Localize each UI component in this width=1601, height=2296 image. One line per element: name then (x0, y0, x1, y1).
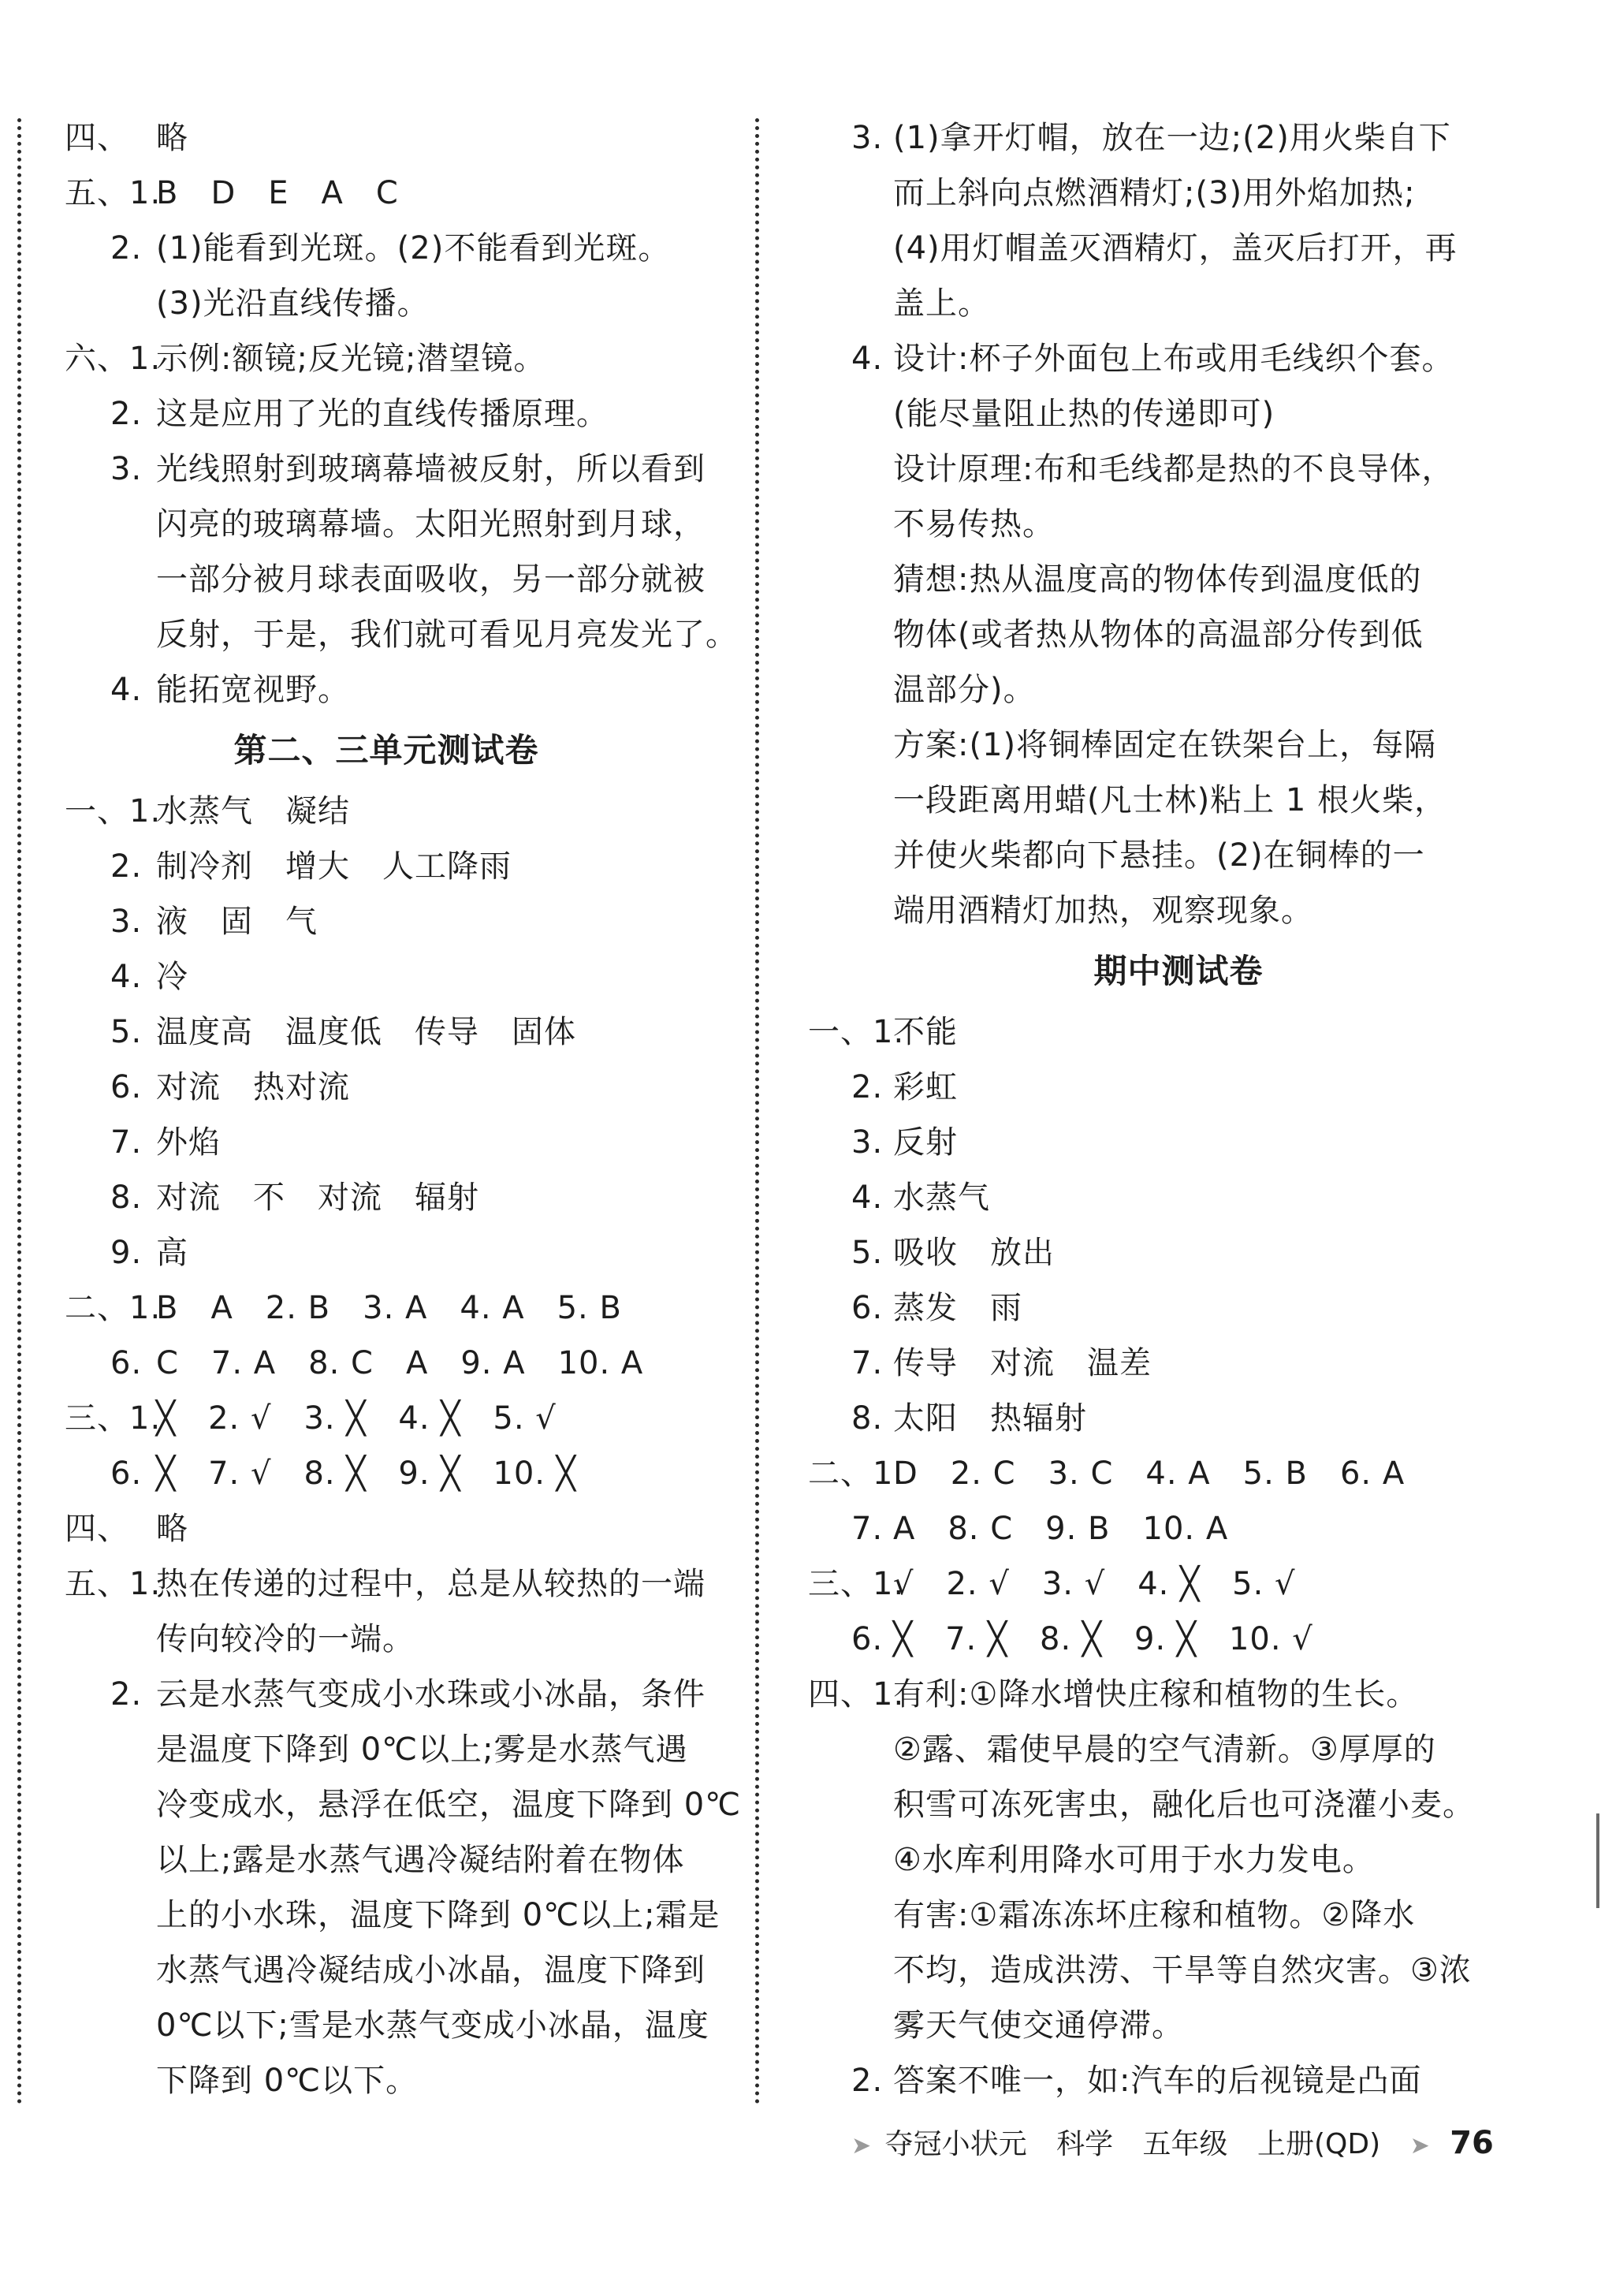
answer-line (808, 1612, 1549, 1667)
answer-text: 不易传热。 (893, 506, 1055, 542)
answer-text: 0℃以下;雪是水蒸气变成小冰晶，温度 (156, 2007, 709, 2044)
page-number: 76 (1450, 2125, 1494, 2161)
answer-number: 4. (110, 672, 143, 708)
answer-text: 吸收 放出 (893, 1235, 1055, 1271)
answer-number: 三、1. (65, 1400, 162, 1437)
footer-brand: 夺冠小状元 (884, 2128, 1027, 2160)
answer-line (39, 894, 733, 949)
answer-text: 而上斜向点燃酒精灯;(3)用外焰加热; (893, 175, 1416, 211)
answer-text: 一部分被月球表面吸收，另一部分就被 (156, 561, 706, 598)
answer-text: (3)光沿直线传播。 (156, 285, 430, 322)
section-heading: 期中测试卷 (1093, 952, 1264, 990)
answer-line (39, 276, 733, 331)
answer-text: 热在传递的过程中，总是从较热的一端 (156, 1566, 706, 1602)
answer-number: 3. (110, 451, 143, 487)
left-column (39, 110, 742, 2108)
answer-line (808, 883, 1549, 938)
answer-number: 五、1. (65, 1566, 162, 1602)
answer-number: 六、1. (65, 341, 162, 377)
answer-number: 6. (851, 1290, 884, 1326)
answer-text: 一段距离用蜡(凡士林)粘上 1 根火柴， (893, 782, 1447, 818)
answer-number: 3. (851, 120, 884, 156)
answer-text: 温度高 温度低 传导 固体 (156, 1014, 576, 1050)
answer-line (39, 784, 733, 839)
answer-text: 上的小水珠，温度下降到 0℃以上;霜是 (156, 1897, 720, 1933)
answer-text: 设计原理:布和毛线都是热的不良导体， (893, 451, 1454, 487)
answer-number: 一、1. (808, 1014, 905, 1050)
answer-number: 4. (110, 959, 143, 995)
answer-line (39, 1612, 733, 1667)
answer-text: 传导 对流 温差 (893, 1345, 1152, 1381)
answer-number: 7. (851, 1511, 884, 1547)
answer-line (808, 1060, 1549, 1115)
answer-line (808, 1170, 1549, 1225)
answer-number: 3. (110, 904, 143, 940)
answer-text: 能拓宽视野。 (156, 672, 350, 708)
answer-line (808, 1556, 1549, 1612)
page-edge-mark (1596, 1813, 1599, 1908)
answer-line (808, 718, 1549, 773)
answer-line (39, 221, 733, 276)
answer-text: (1)拿开灯帽，放在一边;(2)用火柴自下 (893, 120, 1451, 156)
answer-line (808, 331, 1549, 386)
answer-text: 液 固 气 (156, 904, 318, 940)
answer-line (808, 386, 1549, 442)
answer-line (39, 607, 738, 662)
answer-number: 6. (851, 1621, 884, 1657)
answer-line (39, 1336, 733, 1391)
answer-text: 对流 热对流 (156, 1069, 350, 1105)
answer-text: B D E A C (156, 175, 399, 211)
answer-line (39, 1501, 733, 1556)
answer-line (808, 607, 1549, 662)
answer-line (808, 497, 1549, 552)
answer-text: 这是应用了光的直线传播原理。 (156, 396, 609, 432)
footer-volume: 上册(QD) (1257, 2128, 1381, 2160)
answer-line (39, 1060, 733, 1115)
answer-text: (1)能看到光斑。(2)不能看到光斑。 (156, 230, 671, 266)
answer-number: 二、1. (65, 1290, 162, 1326)
answer-text: 猜想:热从温度高的物体传到温度低的 (893, 561, 1422, 598)
answer-line (808, 1391, 1549, 1446)
answer-text: 下降到 0℃以下。 (156, 2063, 419, 2099)
answer-text: 不均，造成洪涝、干旱等自然灾害。③浓 (893, 1952, 1472, 1988)
answer-number: 四、 (65, 1511, 129, 1547)
answer-text: D 2. C 3. C 4. A 5. B 6. A (893, 1456, 1406, 1492)
footer-grade: 五年级 (1142, 2128, 1228, 2160)
answer-text: (4)用灯帽盖灭酒精灯，盖灭后打开，再 (893, 230, 1458, 266)
answer-line (808, 828, 1549, 883)
answer-text: 制冷剂 增大 人工降雨 (156, 848, 512, 885)
answer-line (808, 662, 1549, 718)
answer-text: 传向较冷的一端。 (156, 1621, 415, 1657)
answer-line (808, 1280, 1549, 1336)
answer-line (808, 110, 1549, 166)
page-footer (851, 2121, 1514, 2165)
answer-line (39, 1225, 733, 1280)
answer-line (39, 386, 733, 442)
answer-line (39, 1722, 733, 1777)
answer-text: 答案不唯一，如:汽车的后视镜是凸面 (893, 2063, 1422, 2099)
answer-text: 高 (156, 1235, 188, 1271)
answer-line (39, 1280, 733, 1336)
answer-number: 五、1. (65, 175, 162, 211)
answer-text: 水蒸气 凝结 (156, 793, 350, 829)
answer-text: 云是水蒸气变成小水珠或小冰晶，条件 (156, 1676, 706, 1713)
answer-number: 三、1. (808, 1566, 905, 1602)
center-dotted-border (755, 118, 759, 2105)
answer-text: 略 (156, 1511, 188, 1547)
answer-text: 太阳 热辐射 (893, 1400, 1087, 1437)
answer-line (39, 1446, 733, 1501)
answer-number: 2. (851, 1069, 884, 1105)
answer-number: 3. (851, 1124, 884, 1161)
answer-line (39, 839, 733, 894)
answer-number: 7. (851, 1345, 884, 1381)
answer-line (808, 1004, 1549, 1060)
answer-text: ②露、霜使早晨的空气清新。③厚厚的 (893, 1731, 1436, 1768)
answer-text: 设计:杯子外面包上布或用毛线织个套。 (893, 341, 1454, 377)
answer-line (808, 1943, 1549, 1998)
answer-number: 6. (110, 1345, 143, 1381)
answer-line (39, 1667, 733, 1722)
answer-line (808, 552, 1549, 607)
answer-line (39, 662, 733, 718)
answer-number: 2. (110, 230, 143, 266)
answer-text: 并使火柴都向下悬挂。(2)在铜棒的一 (893, 837, 1425, 874)
answer-text: 反射 (893, 1124, 958, 1161)
answer-text: A 8. C 9. B 10. A (893, 1511, 1229, 1547)
answer-line (808, 1832, 1549, 1888)
answer-text: 略 (156, 120, 188, 156)
footer-arrow-icon-2: ➤ (1409, 2132, 1430, 2160)
answer-line (39, 497, 733, 552)
answer-text: 是温度下降到 0℃以上;雾是水蒸气遇 (156, 1731, 688, 1768)
answer-line (808, 1446, 1549, 1501)
answer-number: 8. (851, 1400, 884, 1437)
answer-number: 四、 (65, 120, 129, 156)
answer-text: 对流 不 对流 辐射 (156, 1180, 479, 1216)
answer-text: B A 2. B 3. A 4. A 5. B (156, 1290, 622, 1326)
answer-line (39, 1004, 733, 1060)
answer-line (39, 552, 733, 607)
answer-line (39, 1943, 733, 1998)
answer-line (39, 331, 733, 386)
answer-text: 温部分)。 (893, 672, 1036, 708)
answer-text: ╳ 7. √ 8. ╳ 9. ╳ 10. ╳ (156, 1456, 576, 1492)
answer-line (39, 949, 733, 1004)
answer-number: 9. (110, 1235, 143, 1271)
answer-text: 水蒸气遇冷凝结成小冰晶，温度下降到 (156, 1952, 706, 1988)
answer-line (808, 442, 1549, 497)
section-heading: 第二、三单元测试卷 (233, 731, 539, 770)
answer-number: 7. (110, 1124, 143, 1161)
answer-line (808, 1667, 1549, 1722)
answer-text: 水蒸气 (893, 1180, 990, 1216)
answer-number: 2. (110, 396, 143, 432)
answer-number: 2. (110, 1676, 143, 1713)
answer-text: C 7. A 8. C A 9. A 10. A (156, 1345, 644, 1381)
answer-line (808, 166, 1549, 221)
answer-number: 5. (110, 1014, 143, 1050)
answer-line (39, 1170, 733, 1225)
answer-number: 4. (851, 1180, 884, 1216)
answer-line (39, 1998, 733, 2053)
answer-line (808, 1115, 1549, 1170)
answer-line (39, 1556, 733, 1612)
answer-line (808, 276, 1549, 331)
answer-line (39, 1391, 733, 1446)
answer-line (808, 221, 1549, 276)
answer-text: 冷 (156, 959, 188, 995)
answer-line (808, 1501, 1549, 1556)
answer-line (808, 1336, 1549, 1391)
answer-text: 方案:(1)将铜棒固定在铁架台上，每隔 (893, 727, 1437, 763)
answer-text: 反射，于是，我们就可看见月亮发光了。 (156, 617, 738, 653)
answer-number: 6. (110, 1456, 143, 1492)
answer-text: ╳ 2. √ 3. ╳ 4. ╳ 5. √ (156, 1400, 557, 1437)
answer-line (808, 1722, 1549, 1777)
answer-number: 二、1. (808, 1456, 905, 1492)
answer-text: 外焰 (156, 1124, 221, 1161)
answer-line (808, 1998, 1549, 2053)
answer-text: 雾天气使交通停滞。 (893, 2007, 1184, 2044)
answer-text: 冷变成水，悬浮在低空，温度下降到 0℃ (156, 1787, 742, 1823)
answer-text: 有利:①降水增快庄稼和植物的生长。 (893, 1676, 1419, 1713)
answer-text: 积雪可冻死害虫，融化后也可浇灌小麦。 (893, 1787, 1475, 1823)
answer-line (808, 1225, 1549, 1280)
answer-text: 闪亮的玻璃幕墙。太阳光照射到月球， (156, 506, 706, 542)
answer-number: 6. (110, 1069, 143, 1105)
answer-text: ╳ 7. ╳ 8. ╳ 9. ╳ 10. √ (893, 1621, 1313, 1657)
right-column (808, 110, 1549, 2108)
answer-text: (能尽量阻止热的传递即可) (893, 396, 1275, 432)
answer-line (39, 1888, 733, 1943)
answer-text: ④水库利用降水可用于水力发电。 (893, 1842, 1375, 1878)
answer-text: 光线照射到玻璃幕墙被反射，所以看到 (156, 451, 706, 487)
answer-text: 彩虹 (893, 1069, 958, 1105)
answer-text: 盖上。 (893, 285, 990, 322)
answer-number: 一、1. (65, 793, 162, 829)
answer-text: 端用酒精灯加热，观察现象。 (893, 893, 1313, 929)
answer-text: 有害:①霜冻冻坏庄稼和植物。②降水 (893, 1897, 1416, 1933)
answer-number: 四、1. (808, 1676, 905, 1713)
answer-text: √ 2. √ 3. √ 4. ╳ 5. √ (893, 1566, 1296, 1602)
answer-line (39, 1777, 742, 1832)
answer-line (39, 1115, 733, 1170)
answer-line (39, 442, 733, 497)
answer-line (39, 166, 733, 221)
answer-number: 4. (851, 341, 884, 377)
answer-text: 蒸发 雨 (893, 1290, 1022, 1326)
answer-line (39, 1832, 733, 1888)
answer-text: 不能 (893, 1014, 958, 1050)
answer-line (808, 773, 1549, 828)
left-dotted-border (17, 118, 21, 2105)
answer-number: 2. (110, 848, 143, 885)
answer-text: 示例:额镜;反光镜;潜望镜。 (156, 341, 546, 377)
answer-text: 物体(或者热从物体的高温部分传到低 (893, 617, 1424, 653)
answer-line (808, 1888, 1549, 1943)
answer-number: 5. (851, 1235, 884, 1271)
answer-number: 2. (851, 2063, 884, 2099)
footer-arrow-icon: ➤ (851, 2132, 872, 2160)
answer-text: 以上;露是水蒸气遇冷凝结附着在物体 (156, 1842, 685, 1878)
footer-subject: 科学 (1056, 2128, 1114, 2160)
answer-line (39, 2053, 733, 2108)
answer-line (808, 2053, 1549, 2108)
answer-line (808, 1777, 1549, 1832)
answer-number: 8. (110, 1180, 143, 1216)
answer-line (39, 110, 733, 166)
